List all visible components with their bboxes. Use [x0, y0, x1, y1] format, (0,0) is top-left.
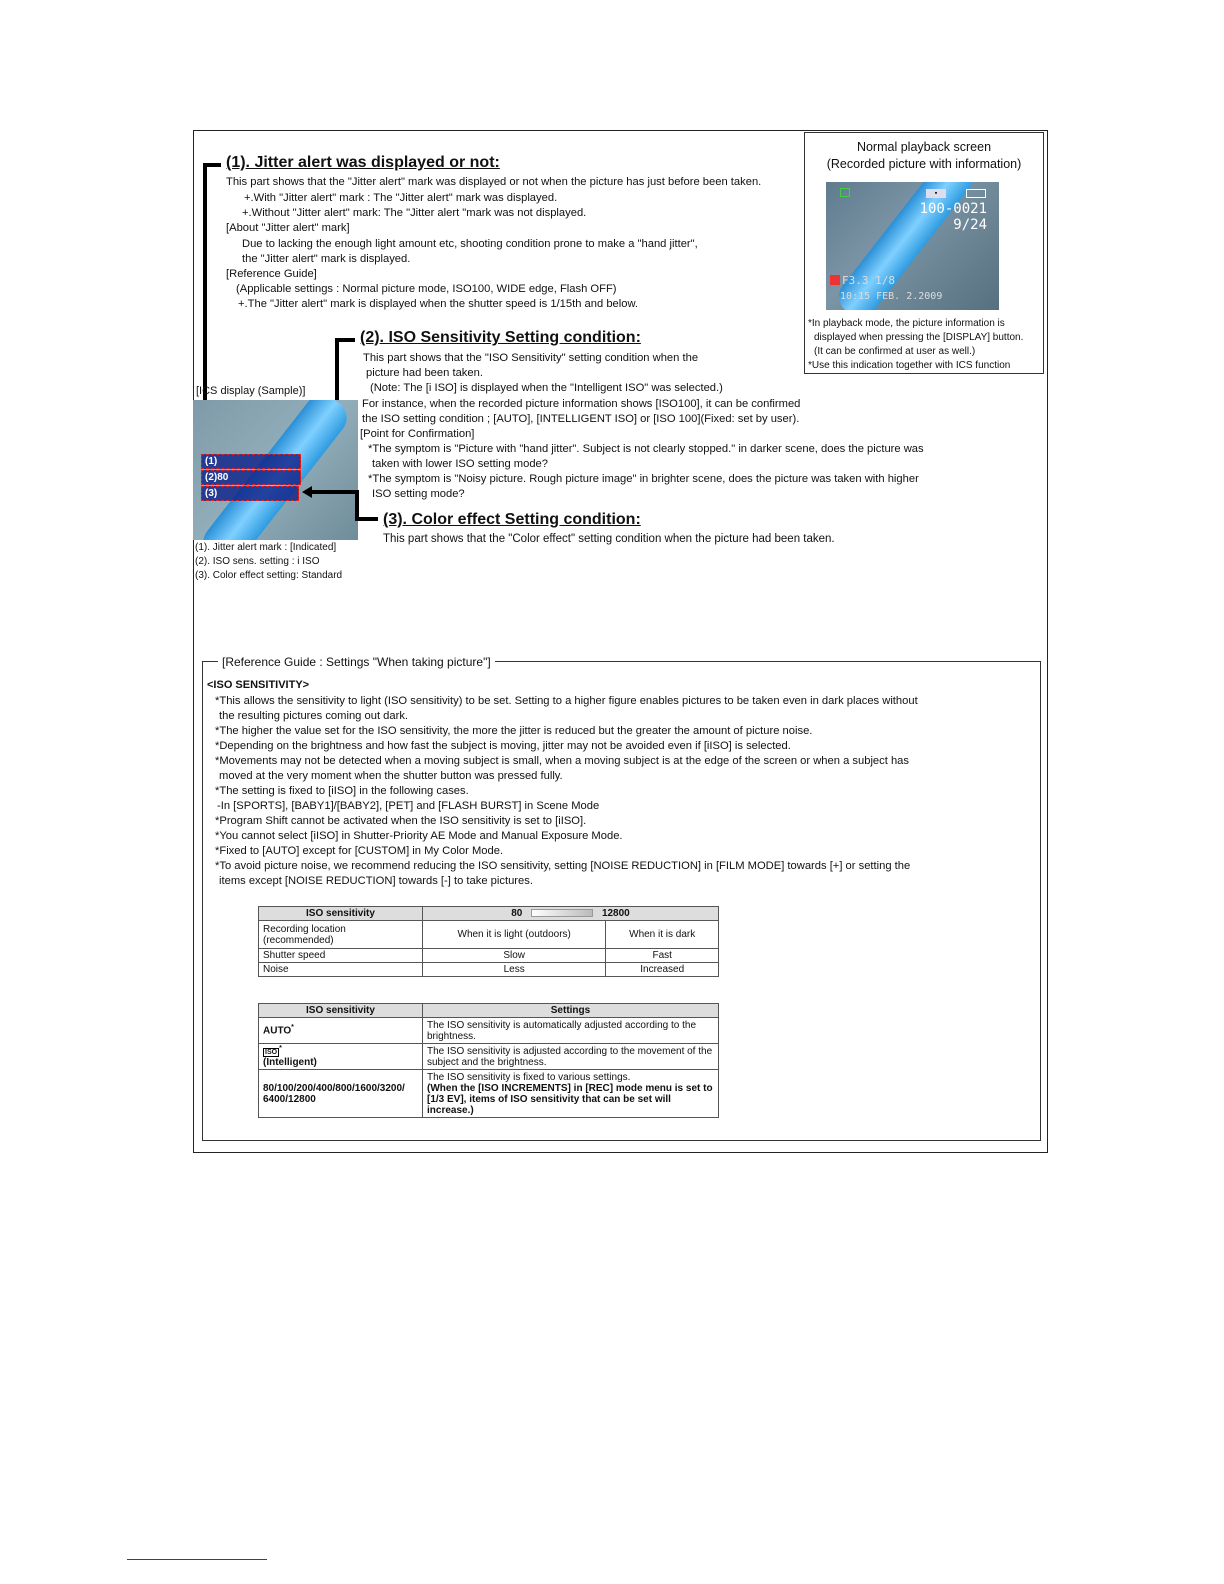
sec2-line: *The symptom is "Noisy picture. Rough picture image" in brighter scene, does the picture was taken with higher: [368, 473, 919, 485]
t1-cell: Slow: [423, 949, 606, 963]
t1-cell: Shutter speed: [259, 949, 423, 963]
playback-note: *In playback mode, the picture information is: [808, 318, 1005, 329]
iso-heading: <ISO SENSITIVITY>: [207, 679, 310, 691]
sec1-line: +.Without "Jitter alert" mark: The "Jitter alert "mark was not displayed.: [242, 207, 587, 219]
t2-cell: 80/100/200/400/800/1600/3200/ 6400/12800: [259, 1070, 423, 1118]
ics-sample-image: [193, 400, 358, 540]
sec1-line: (Applicable settings : Normal picture mode, ISO100, WIDE edge, Flash OFF): [236, 283, 617, 295]
ref-line: *Movements may not be detected when a moving subject is small, when a moving subject is at the edge of the screen or when a subject has: [215, 755, 910, 767]
t1-cell: Noise: [259, 963, 423, 977]
ics-label-2: (2)80: [205, 472, 229, 483]
camera-icon: [830, 275, 840, 285]
ref-line: -In [SPORTS], [BABY1]/[BABY2], [PET] and [FLASH BURST] in Scene Mode: [217, 800, 600, 812]
sec1-line: the "Jitter alert" mark is displayed.: [242, 253, 411, 265]
playback-subtitle: (Recorded picture with information): [826, 157, 1022, 171]
t2-intelligent-label: (Intelligent): [263, 1057, 317, 1069]
reference-legend: [Reference Guide : Settings "When taking picture"]: [218, 655, 495, 670]
battery-icon: [966, 189, 986, 198]
t2-cell-intelligent: ISO* (Intelligent): [259, 1044, 423, 1070]
t2-header-settings: Settings: [423, 1004, 719, 1018]
date-info: 10:15 FEB. 2.2009: [840, 291, 943, 302]
sec1-line: Due to lacking the enough light amount etc, shooting condition prone to make a "hand jitter",: [242, 238, 698, 250]
t2-cell-auto: AUTO*: [259, 1018, 423, 1044]
playback-note: displayed when pressing the [DISPLAY] button.: [814, 332, 1024, 343]
exposure-info: F3.3 1/8: [842, 274, 895, 287]
ref-line: *Depending on the brightness and how fast the subject is moving, jitter may not be avoided even if [iISO] is selected.: [215, 740, 791, 752]
arrow-left-icon: [302, 486, 312, 498]
iso-table-2: [258, 1003, 719, 1118]
sec1-line: +.With "Jitter alert" mark : The "Jitter alert" mark was displayed.: [244, 192, 558, 204]
sec2-line: (Note: The [i ISO] is displayed when the "Intelligent ISO" was selected.): [370, 382, 723, 394]
ics-legend: (2). ISO sens. setting : i ISO: [195, 556, 320, 567]
ics-legend: (1). Jitter alert mark : [Indicated]: [195, 542, 337, 553]
sec1-line: This part shows that the "Jitter alert" mark was displayed or not when the picture has just before been taken.: [226, 176, 762, 188]
section3-title: (3). Color effect Setting condition:: [383, 511, 641, 528]
playback-note: (It can be confirmed at user as well.): [814, 346, 976, 357]
t1-header-range: [423, 907, 719, 921]
ref-line: *Fixed to [AUTO] except for [CUSTOM] in My Color Mode.: [215, 845, 504, 857]
connector-line: [312, 490, 359, 494]
ref-line: the resulting pictures coming out dark.: [219, 710, 409, 722]
t1-range-to: 12800: [601, 908, 630, 919]
t2-fixed-note: (When the [ISO INCREMENTS] in [REC] mode menu is set to [1/3 EV], items of ISO sensitivity that can be set will increase.): [427, 1082, 713, 1116]
sec1-line: [About "Jitter alert" mark]: [226, 222, 350, 234]
sec2-line: taken with lower ISO setting mode?: [372, 458, 548, 470]
t2-cell: The ISO sensitivity is automatically adjusted according to the brightness.: [423, 1018, 719, 1044]
ref-line: *To avoid picture noise, we recommend reducing the ISO sensitivity, setting [NOISE REDUCTION] in [FILM MODE] towards [+] or setting the: [215, 860, 911, 872]
t2-auto-label: AUTO: [263, 1025, 292, 1037]
t1-cell: Recording location (recommended): [259, 921, 423, 949]
t1-cell: Fast: [606, 949, 719, 963]
sec2-line: the ISO setting condition ; [AUTO], [INTELLIGENT ISO] or [ISO 100](Fixed: set by user).: [362, 413, 800, 425]
sec2-line: ISO setting mode?: [372, 488, 465, 500]
sec3-line: This part shows that the "Color effect" setting condition when the picture had been taken.: [383, 533, 835, 545]
intelligent-iso-icon: ISO: [265, 1049, 278, 1057]
ref-line: *The setting is fixed to [iISO] in the following cases.: [215, 785, 469, 797]
ref-line: moved at the very moment when the shutter button was pressed fully.: [219, 770, 563, 782]
range-arrow-icon: [531, 909, 593, 917]
sec1-line: +.The "Jitter alert" mark is displayed when the shutter speed is 1/15th and below.: [238, 298, 639, 310]
t2-cell-fixed: [423, 1070, 719, 1118]
image-count: 9/24: [953, 217, 987, 233]
sec2-line: For instance, when the recorded picture information shows [ISO100], it can be confirmed: [362, 398, 801, 410]
size-icon: ▪: [926, 189, 946, 198]
ics-legend: (3). Color effect setting: Standard: [195, 570, 343, 581]
sec1-line: [Reference Guide]: [226, 268, 317, 280]
ics-label-3: (3): [205, 488, 218, 499]
playback-screen-image: [826, 182, 999, 310]
connector-line: [355, 517, 378, 521]
ics-label-1: (1): [205, 456, 218, 467]
t2-header-iso: ISO sensitivity: [259, 1004, 423, 1018]
t2-fixed-text: The ISO sensitivity is fixed to various settings.: [427, 1071, 631, 1083]
ics-caption: [ICS display (Sample)]: [196, 385, 306, 397]
sec2-line: This part shows that the "ISO Sensitivity" setting condition when the: [363, 352, 699, 364]
playback-title: Normal playback screen: [856, 140, 992, 154]
section2-title: (2). ISO Sensitivity Setting condition:: [360, 329, 641, 346]
section1-title: (1). Jitter alert was displayed or not:: [226, 154, 500, 171]
t1-cell: When it is dark: [606, 921, 719, 949]
t1-cell: Less: [423, 963, 606, 977]
t1-range-from: 80: [511, 908, 523, 919]
sec2-line: picture had been taken.: [366, 367, 483, 379]
iso-table-1: [258, 906, 719, 977]
t1-header-iso: ISO sensitivity: [259, 907, 423, 921]
footnote-rule: [127, 1559, 267, 1560]
ref-line: *Program Shift cannot be activated when the ISO sensitivity is set to [iISO].: [215, 815, 587, 827]
sec2-line: *The symptom is "Picture with "hand jitter". Subject is not clearly stopped." in darker scene, does the picture was: [368, 443, 924, 455]
ref-line: *You cannot select [iISO] in Shutter-Priority AE Mode and Manual Exposure Mode.: [215, 830, 623, 842]
t2-cell: The ISO sensitivity is adjusted according to the movement of the subject and the brightness.: [423, 1044, 719, 1070]
playback-mode-icon: [840, 188, 850, 197]
t1-cell: Increased: [606, 963, 719, 977]
t1-cell: When it is light (outdoors): [423, 921, 606, 949]
file-number: 100-0021: [919, 201, 987, 217]
connector-line: [355, 490, 359, 520]
sec2-line: [Point for Confirmation]: [360, 428, 475, 440]
ref-line: items except [NOISE REDUCTION] towards [-] to take pictures.: [219, 875, 533, 887]
ref-line: *The higher the value set for the ISO sensitivity, the more the jitter is reduced but the greater the amount of picture noise.: [215, 725, 813, 737]
ref-line: *This allows the sensitivity to light (ISO sensitivity) to be set. Setting to a higher figure enables pictures to be taken even in dark places without: [215, 695, 918, 707]
playback-note: *Use this indication together with ICS function: [808, 360, 1011, 371]
